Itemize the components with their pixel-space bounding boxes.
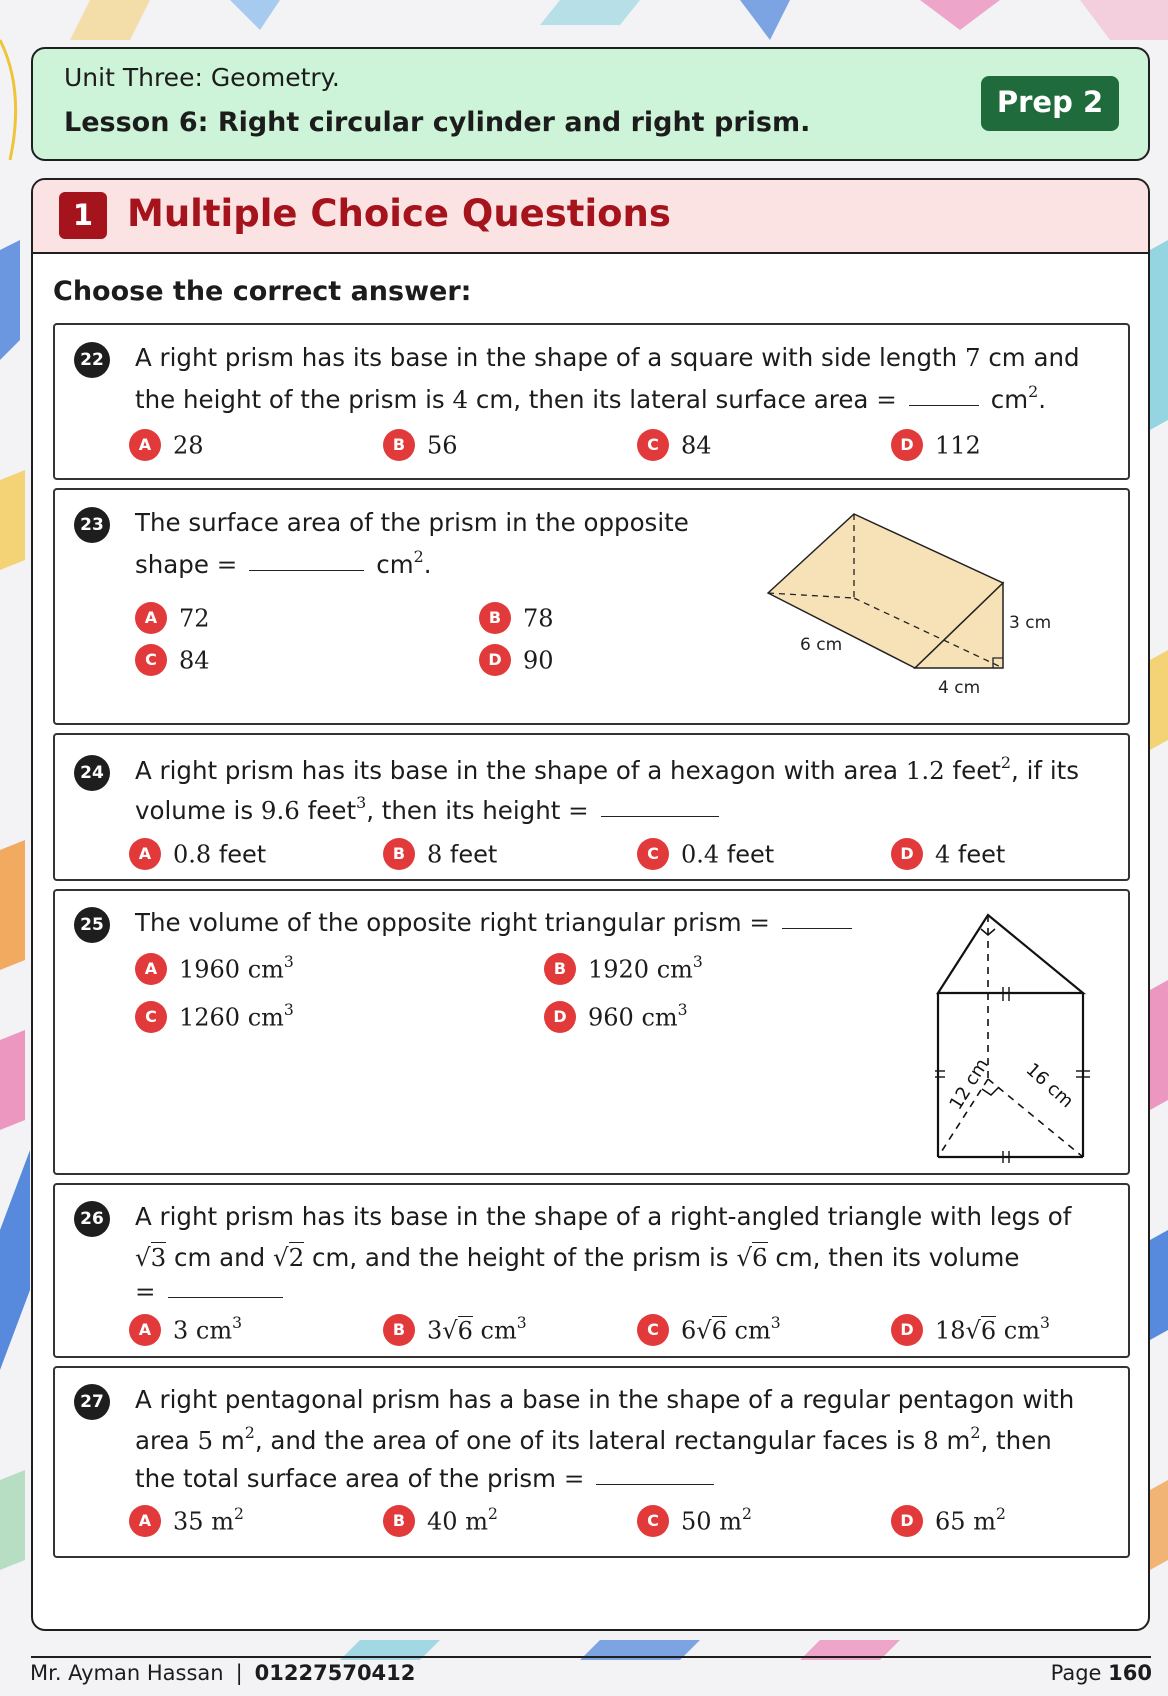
question-22	[53, 323, 1130, 480]
label-16cm: 16 cm	[1021, 1059, 1078, 1113]
option-b[interactable]: B 3√6 $cm^3$	[383, 1316, 527, 1348]
section-number: 1	[59, 192, 107, 239]
question-text-line-2: shape = $cm^2$.	[135, 547, 432, 579]
unit-title: Unit Three: Geometry.	[64, 63, 340, 92]
option-b[interactable]: B 56	[383, 431, 458, 463]
label-12cm: 12 cm	[945, 1054, 993, 1114]
option-d[interactable]: D 90	[479, 646, 554, 678]
triangular-prism-figure	[935, 911, 1115, 1171]
question-24	[53, 733, 1130, 881]
question-number: 23	[74, 507, 110, 543]
option-b[interactable]: B 78	[479, 604, 554, 636]
question-text-line-2: volume is 9.6 feet$^3$, then its height =	[135, 796, 731, 825]
footer-separator: |	[235, 1661, 243, 1685]
section-title: Multiple Choice Questions	[127, 192, 671, 235]
option-a[interactable]: A 3 $cm^3$	[129, 1316, 242, 1348]
option-c[interactable]: C 84	[135, 646, 210, 678]
option-a[interactable]: A 35 $m^2$	[129, 1507, 244, 1539]
option-a[interactable]: A 1960 $cm^3$	[135, 955, 294, 987]
answer-blank[interactable]	[168, 1297, 283, 1298]
lesson-header	[31, 47, 1150, 161]
question-text-line-1: A right pentagonal prism has a base in the shape of a regular pentagon with	[135, 1385, 1075, 1414]
option-c[interactable]: C 6√6 $cm^3$	[637, 1316, 781, 1348]
question-number: 24	[74, 755, 110, 791]
page-number: Page 160	[1050, 1661, 1152, 1685]
option-c[interactable]: C 1260 $cm^3$	[135, 1003, 294, 1035]
option-d[interactable]: D 18√6 $cm^3$	[891, 1316, 1050, 1348]
option-b[interactable]: B 40 $m^2$	[383, 1507, 498, 1539]
option-d[interactable]: D 65 $m^2$	[891, 1507, 1006, 1539]
author-name: Mr. Ayman Hassan	[30, 1661, 224, 1685]
option-c[interactable]: C 84	[637, 431, 712, 463]
question-text-line-2: the height of the prism is 4 cm, then its lateral surface area = $cm^2$.	[135, 382, 1047, 414]
question-number: 25	[74, 907, 110, 943]
option-c[interactable]: C 50 $m^2$	[637, 1507, 752, 1539]
question-text-line-3: =	[135, 1277, 295, 1306]
question-number: 22	[74, 342, 110, 378]
label-6cm: 6 cm	[800, 635, 843, 655]
option-d[interactable]: D 4 feet	[891, 840, 1005, 872]
question-number: 26	[74, 1201, 110, 1237]
option-b[interactable]: B 8 feet	[383, 840, 497, 872]
option-a[interactable]: A 72	[135, 604, 210, 636]
footer-divider	[31, 1656, 1151, 1658]
label-4cm: 4 cm	[938, 678, 981, 698]
question-text-line-1: The surface area of the prism in the opposite	[135, 508, 689, 537]
answer-blank[interactable]	[601, 816, 719, 817]
option-b[interactable]: B 1920 $cm^3$	[544, 955, 703, 987]
question-text-line-2: area 5 $m^2$, and the area of one of its lateral rectangular faces is 8 $m^2$, then	[135, 1423, 1052, 1455]
lesson-title: Lesson 6: Right circular cylinder and right prism.	[64, 107, 811, 138]
author-phone: 01227570412	[254, 1661, 416, 1685]
worksheet-panel	[31, 178, 1150, 1631]
option-a[interactable]: A 0.8 feet	[129, 840, 266, 872]
question-text-line-1: A right prism has its base in the shape of a square with side length 7 cm and	[135, 343, 1080, 372]
answer-blank[interactable]	[782, 928, 852, 929]
answer-blank[interactable]	[909, 405, 979, 406]
option-d[interactable]: D 112	[891, 431, 981, 463]
instruction: Choose the correct answer:	[53, 276, 472, 307]
label-3cm: 3 cm	[1009, 613, 1052, 633]
question-text-line-3: the total surface area of the prism =	[135, 1464, 726, 1493]
footer-author	[30, 1661, 415, 1685]
option-d[interactable]: D 960 $cm^3$	[544, 1003, 688, 1035]
answer-blank[interactable]	[249, 570, 364, 571]
question-27	[53, 1366, 1130, 1558]
option-c[interactable]: C 0.4 feet	[637, 840, 774, 872]
section-header	[33, 180, 1148, 254]
question-text-line-2: √3 cm and √2 cm, and the height of the prism is √6 cm, then its volume	[135, 1243, 1020, 1272]
triangular-prism-figure	[745, 506, 1075, 716]
question-25	[53, 889, 1130, 1175]
question-text-line-1: The volume of the opposite right triangular prism =	[135, 908, 864, 937]
question-23	[53, 488, 1130, 725]
answer-blank[interactable]	[596, 1484, 714, 1485]
question-text-line-1: A right prism has its base in the shape of a hexagon with area 1.2 feet$^2$, if its	[135, 753, 1080, 785]
question-26	[53, 1183, 1130, 1358]
option-a[interactable]: A 28	[129, 431, 204, 463]
question-number: 27	[74, 1384, 110, 1420]
question-text-line-1: A right prism has its base in the shape of a right-angled triangle with legs of	[135, 1202, 1072, 1231]
level-badge: Prep 2	[981, 76, 1119, 131]
